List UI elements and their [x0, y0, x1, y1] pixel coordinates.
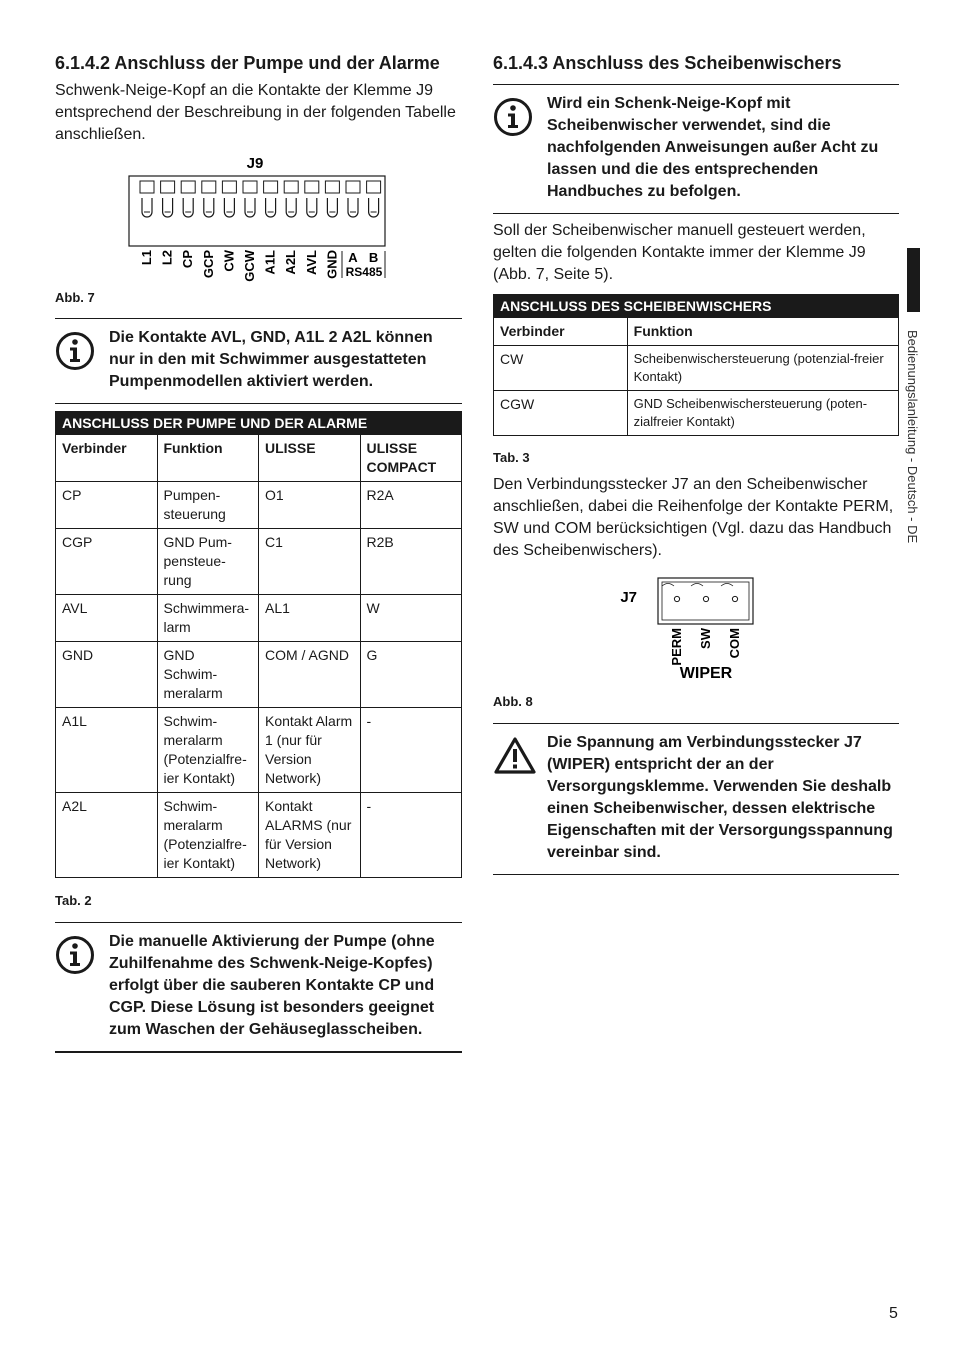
j7-connector-diagram — [493, 574, 899, 690]
j9-contact-label: A — [348, 250, 358, 265]
j9-pin-square — [181, 181, 195, 193]
j7-title: J7 — [620, 589, 637, 606]
table-cell: Scheibenwischersteuerung (potenzial-freier Kontakt) — [627, 346, 898, 391]
page-number: 5 — [889, 1305, 898, 1322]
table-cell: CW — [494, 346, 628, 391]
j9-pin-screw — [327, 198, 337, 217]
j9-contact-label: AVL — [303, 250, 319, 276]
j7-pin — [703, 596, 708, 601]
table-row — [56, 482, 462, 529]
column-header: ULISSE COMPACT — [360, 435, 462, 482]
table-cell: G — [360, 642, 462, 708]
j9-pin-screw — [266, 198, 276, 217]
info-note-wiper-head-text: Wird ein Schenk-Neige-Kopf mit Scheibenwischer verwendet, sind die nachfolgenden Anweisungen außer Acht zu lassen und die des entsprechenden Handbuches zu befolgen. — [547, 95, 879, 200]
j9-pin-square — [264, 181, 278, 193]
side-manual-label: Bedienungslanleitung - Deutsch - DE — [905, 330, 920, 544]
info-circle-icon — [55, 327, 99, 393]
j9-pin-square — [140, 181, 154, 193]
table-row — [494, 391, 899, 436]
section-heading-wiper: 6.1.4.3 Anschluss des Scheibenwischers — [493, 53, 842, 73]
j9-contact-label: GND — [324, 250, 340, 279]
j9-pin-square — [243, 181, 257, 193]
table-cell: R2B — [360, 529, 462, 595]
column-header: Funktion — [627, 318, 898, 346]
j7-pin — [732, 596, 737, 601]
column-header: ULISSE — [259, 435, 361, 482]
connect-j7-paragraph: Den Verbindungsstecker J7 an den Scheibenwischer anschließen, dabei die Reihenfolge der Kontakte PERM, SW und COM berücksichtigen (Vgl. dazu das Handbuch des Scheibenwischers). — [493, 476, 894, 559]
j9-pin-screw — [183, 198, 193, 217]
j9-pin-square — [346, 181, 360, 193]
table-cell: O1 — [259, 482, 361, 529]
figure-j7-connector — [493, 574, 899, 690]
j9-pin-square — [325, 181, 339, 193]
j9-pin-screw — [286, 198, 296, 217]
tab3-caption: Tab. 3 — [493, 450, 530, 465]
j9-pin-screw — [163, 198, 173, 217]
j7-pin — [674, 596, 679, 601]
j9-contact-label: L2 — [159, 250, 175, 266]
warning-note-voltage — [493, 723, 899, 875]
j9-pin-square — [202, 181, 216, 193]
j9-pin-square — [284, 181, 298, 193]
table-cell: CP — [56, 482, 158, 529]
info-note-manual-pump-text: Die manuelle Aktivierung der Pumpe (ohne Zuhilfenahme des Schwenk-Neige-Kopfes) erfolgt über die sauberen Kontakte CP und CGP. Diese Lösung ist besonders geeignet zum Waschen der Gehäuseglasscheiben. — [109, 933, 435, 1038]
j9-contact-label: B — [368, 250, 379, 265]
table-cell: A2L — [56, 793, 158, 878]
info-circle-icon — [493, 93, 537, 203]
wiper-label: WIPER — [679, 665, 733, 682]
j9-title: J9 — [246, 155, 264, 172]
j9-pin-screw — [224, 198, 234, 217]
table-cell: GND Pum-pensteue-rung — [157, 529, 259, 595]
table-header-row — [56, 435, 462, 482]
j9-pins — [140, 181, 381, 217]
right-column — [493, 50, 899, 875]
warning-note-voltage-text: Die Spannung am Verbindungsstecker J7 (WIPER) entspricht der an der Versorgungsklemme. Verwenden Sie deshalb einen Scheibenwischer, dessen elektrische Eigenschaften mit der Versorgungsspannung vereinbar sind. — [547, 734, 893, 861]
table-row — [494, 346, 899, 391]
j9-pin-square — [161, 181, 175, 193]
j9-pin-screw — [348, 198, 358, 217]
fig7-caption: Abb. 7 — [55, 290, 95, 305]
j9-contact-label: CP — [180, 250, 196, 269]
table-wiper-title: ANSCHLUSS DES SCHEIBENWISCHERS — [493, 294, 899, 317]
tab2-caption: Tab. 2 — [55, 893, 92, 908]
table-pump-alarms-title: ANSCHLUSS DER PUMPE UND DER ALARME — [55, 411, 462, 434]
side-tab-marker — [907, 248, 920, 312]
j9-contact-label: L1 — [139, 250, 154, 266]
table-cell: COM / AGND — [259, 642, 361, 708]
table-header-row — [494, 318, 899, 346]
info-note-float — [55, 318, 462, 404]
j9-contact-label: A1L — [262, 250, 278, 275]
j9-pin-square — [305, 181, 319, 193]
left-column — [55, 50, 462, 1053]
table-row — [56, 793, 462, 878]
table-cell: AVL — [56, 595, 158, 642]
column-header: Verbinder — [56, 435, 158, 482]
table-cell: C1 — [259, 529, 361, 595]
table-cell: Pumpen-steuerung — [157, 482, 259, 529]
j7-contact-label: COM — [727, 628, 742, 659]
j7-contact-label: PERM — [669, 628, 684, 666]
j9-pin-screw — [142, 198, 152, 217]
table-cell: AL1 — [259, 595, 361, 642]
j9-contact-label: A2L — [283, 250, 299, 275]
j9-pin-screw — [204, 198, 214, 217]
manual-wiper-paragraph: Soll der Scheibenwischer manuell gesteuert werden, gelten die folgenden Kontakte immer der Klemme J9 (Abb. 7, Seite 5). — [493, 222, 866, 283]
intro-paragraph: Schwenk-Neige-Kopf an die Kontakte der Klemme J9 entsprechend der Beschreibung in der folgenden Tabelle anschließen. — [55, 82, 456, 143]
table-cell: CGP — [56, 529, 158, 595]
j9-pin-screw — [369, 198, 379, 217]
table-cell: - — [360, 793, 462, 878]
info-circle-icon — [55, 931, 99, 1041]
table-cell: Kontakt Alarm 1 (nur für Version Network) — [259, 708, 361, 793]
table-cell: Schwimmera-larm — [157, 595, 259, 642]
table-cell: Schwim-meralarm (Potenzialfre-ier Kontakt) — [157, 793, 259, 878]
table-row — [56, 642, 462, 708]
j9-terminal-diagram — [55, 154, 462, 282]
table-cell: GND Schwim-meralarm — [157, 642, 259, 708]
section-heading-pump: 6.1.4.2 Anschluss der Pumpe und der Alarme — [55, 53, 440, 73]
column-header: Verbinder — [494, 318, 628, 346]
info-note-float-text: Die Kontakte AVL, GND, A1L 2 A2L können nur in den mit Schwimmer ausgestatteten Pumpenmodellen aktiviert werden. — [109, 329, 433, 390]
table-cell: - — [360, 708, 462, 793]
j9-pin-square — [367, 181, 381, 193]
j9-pin-screw — [307, 198, 317, 217]
table-wiper — [493, 294, 899, 436]
table-cell: GND — [56, 642, 158, 708]
column-header: Funktion — [157, 435, 259, 482]
table-row — [56, 529, 462, 595]
j7-contact-label: SW — [698, 628, 713, 649]
table-row — [56, 708, 462, 793]
j9-contact-label: CW — [221, 250, 237, 272]
j7-notches — [662, 584, 733, 587]
info-note-manual-pump — [55, 922, 462, 1053]
table-cell: W — [360, 595, 462, 642]
j7-labels — [669, 627, 742, 665]
j7-pins — [674, 596, 737, 601]
j9-pin-screw — [245, 198, 255, 217]
table-cell: GND Scheibenwischersteuerung (poten-zialfreier Kontakt) — [627, 391, 898, 436]
table-cell: Kontakt ALARMS (nur für Version Network) — [259, 793, 361, 878]
table-pump-alarms — [55, 411, 462, 878]
table-cell: R2A — [360, 482, 462, 529]
j9-pin-square — [222, 181, 236, 193]
table-cell: A1L — [56, 708, 158, 793]
j9-contact-label: GCP — [200, 250, 216, 279]
fig8-caption: Abb. 8 — [493, 694, 533, 709]
table-cell: Schwim-meralarm (Potenzialfre-ier Kontakt) — [157, 708, 259, 793]
info-note-wiper-head — [493, 84, 899, 214]
warning-triangle-icon — [493, 732, 537, 864]
rs485-label: RS485 — [345, 265, 383, 279]
j9-contact-label: GCW — [242, 250, 257, 282]
table-row — [56, 595, 462, 642]
table-cell: CGW — [494, 391, 628, 436]
figure-j9-terminal — [55, 154, 462, 282]
